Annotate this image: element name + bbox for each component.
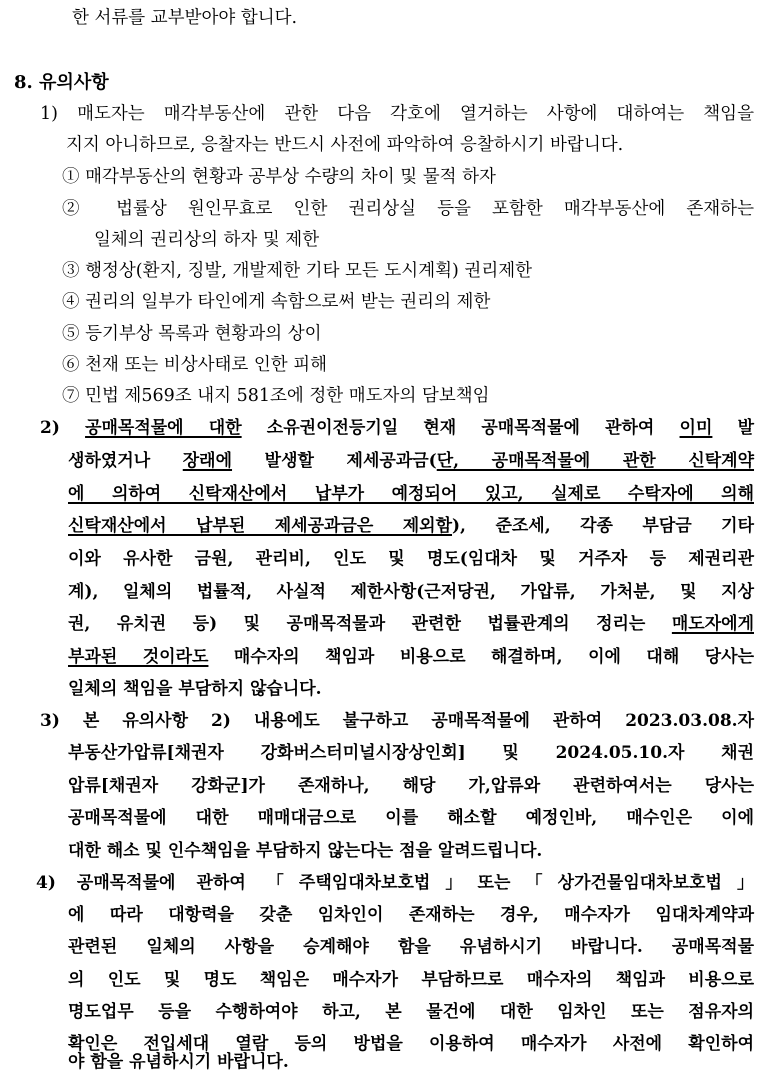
- item-1-subitem-2: ② 법률상 원인무효로 인한 권리상실 등을 포함한 매각부동산에 존재하는: [62, 199, 754, 219]
- underlined-text: 매도자에게: [671, 614, 754, 634]
- item-1-subitem-7: ⑦ 민법 제569조 내지 581조에 정한 매도자의 담보책임: [62, 386, 490, 406]
- item-2-line-4: 신탁재산에서 납부된 제세공과금은 제외함), 준조세, 각종 부담금 기타: [68, 516, 754, 536]
- item-3-line-3: 압류[채권자 강화군]가 존재하나, 해당 가,압류와 관련하여서는 당사는: [68, 776, 754, 796]
- underlined-text: 단, 공매목적물에 관한 신탁계약: [436, 451, 755, 471]
- item-4-line-5: 명도업무 등을 수행하여야 하고, 본 물건에 대한 임차인 또는 점유자의: [68, 1002, 754, 1022]
- item-1-subitem-6: ⑥ 천재 또는 비상사태로 인한 피해: [62, 355, 328, 375]
- item-1-subitem-3: ③ 행정상(환지, 징발, 개발제한 기타 모든 도시계획) 권리제한: [62, 261, 533, 281]
- item-1-line-1: 1) 매도자는 매각부동산에 관한 다음 각호에 열거하는 사항에 대하여는 책임을: [40, 104, 754, 124]
- underlined-text: 부과된 것이라도: [68, 647, 209, 667]
- item-4-line-3: 관련된 일체의 사항을 승계해야 함을 유념하시기 바랍니다. 공매목적물: [68, 937, 754, 957]
- item-2-line-9: 일체의 책임을 부담하지 않습니다.: [68, 679, 322, 699]
- item-2-line-5: 이와 유사한 금원, 관리비, 인도 및 명도(임대차 및 거주자 등 제권리관: [68, 549, 754, 569]
- item-1-subitem-5: ⑤ 등기부상 목록과 현황과의 상이: [62, 324, 322, 344]
- underlined-text: 공매목적물에 대한: [85, 418, 242, 438]
- item-1-subitem-1: ① 매각부동산의 현황과 공부상 수량의 차이 및 물적 하자: [62, 167, 496, 187]
- item-4-line-6: 확인은 전입세대 열람 등의 방법을 이용하여 매수자가 사전에 확인하여: [68, 1034, 754, 1054]
- item-1-subitem-4: ④ 권리의 일부가 타인에게 속함으로써 받는 권리의 제한: [62, 292, 491, 312]
- item-2-line-3: 에 의하여 신탁재산에서 납부가 예정되어 있고, 실제로 수탁자에 의해: [68, 484, 754, 504]
- item-3-line-1: 3) 본 유의사항 2) 내용에도 불구하고 공매목적물에 관하여 2023.03.08.자: [40, 711, 754, 731]
- item-3-line-5: 대한 해소 및 인수책임을 부담하지 않는다는 점을 알려드립니다.: [68, 841, 543, 861]
- item-2-line-1: 2) 공매목적물에 대한 소유권이전등기일 현재 공매목적물에 관하여 이미 발: [40, 418, 755, 438]
- item-4-line-7: 야 함을 유념하시기 바랍니다.: [68, 1052, 289, 1072]
- item-4-line-2: 에 따라 대항력을 갖춘 임차인이 존재하는 경우, 매수자가 임대차계약과: [68, 905, 754, 925]
- item-2-line-2: 생하였거나 장래에 발생할 제세공과금(단, 공매목적물에 관한 신탁계약: [68, 451, 755, 471]
- section-8-title: 8. 유의사항: [14, 72, 109, 93]
- item-1-subitem-2-cont: 일체의 권리상의 하자 및 제한: [94, 230, 320, 250]
- item-1-line-2: 지지 아니하므로, 응찰자는 반드시 사전에 파악하여 응찰하시기 바랍니다.: [66, 135, 624, 155]
- item-2-line-6: 계), 일체의 법률적, 사실적 제한사항(근저당권, 가압류, 가처분, 및 지상: [68, 582, 754, 602]
- underlined-text: 신탁재산에서 납부된 제세공과금은 제외함: [68, 516, 453, 536]
- item-2-line-7: 권, 유치권 등) 및 공매목적물과 관련한 법률관계의 정리는 매도자에게: [68, 614, 754, 634]
- item-4-line-4: 의 인도 및 명도 책임은 매수자가 부담하므로 매수자의 책임과 비용으로: [68, 970, 754, 990]
- intro-line: 한 서류를 교부받아야 합니다.: [72, 8, 298, 28]
- item-2-line-8: 부과된 것이라도 매수자의 책임과 비용으로 해결하며, 이에 대해 당사는: [68, 647, 754, 667]
- item-3-line-2: 부동산가압류[채권자 강화버스터미널시장상인회] 및 2024.05.10.자 채권: [68, 743, 754, 763]
- item-3-line-4: 공매목적물에 대한 매매대금으로 이를 해소할 예정인바, 매수인은 이에: [68, 808, 754, 828]
- underlined-text: 이미: [679, 418, 713, 438]
- item-4-line-1: 4) 공매목적물에 관하여 「주택임대차보호법」또는「상가건물임대차보호법」: [36, 873, 754, 893]
- underlined-text: 장래에: [182, 451, 233, 471]
